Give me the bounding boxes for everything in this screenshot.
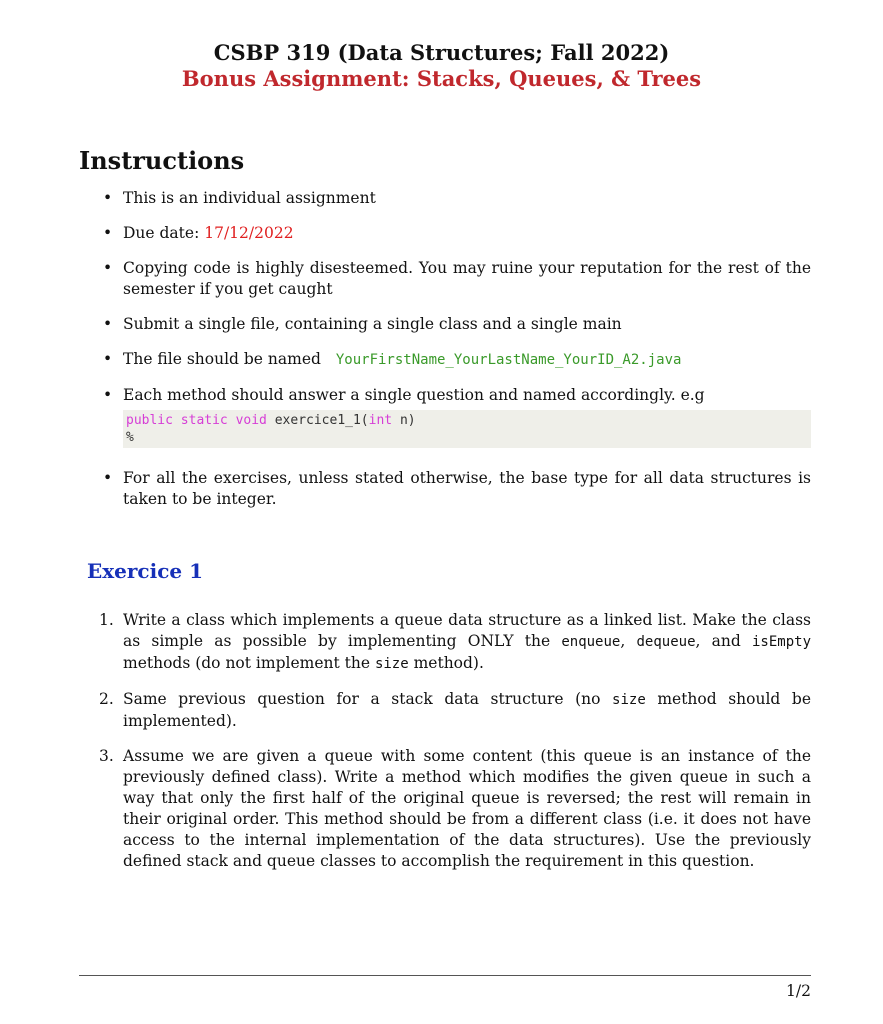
code-keyword: public static void — [126, 413, 267, 428]
list-item-text: Each method should answer a single question and named accordingly. e.g — [123, 386, 705, 404]
code-term: dequeue — [636, 634, 696, 650]
question-text: Assume we are given a queue with some content (this queue is an instance of the previously defined class). Write a method which modifies the given queue in such a way that only the first half of the original queue is reversed; the rest will remain in their original order. This method should be from a different class (i.e. it does not have access to the internal implementation of the data structures). Use the previously defined stack and queue classes to accomplish the requirement in this question. — [123, 747, 811, 870]
question-number: 2. — [99, 690, 114, 708]
exercise-1-heading: Exercice 1 — [87, 559, 203, 583]
list-item — [79, 223, 811, 244]
code-term: size — [374, 656, 409, 672]
list-item-text: Due date: — [123, 224, 200, 242]
question-number: 1. — [99, 611, 114, 629]
list-item — [79, 349, 811, 371]
code-term: isEmpty — [752, 634, 812, 650]
code-method-name: exercice1_1( — [266, 413, 369, 428]
bullet-icon: • — [103, 386, 113, 404]
question-text: Write a class which implements a queue data structure as a linked list. Make the class as simple as possible by implementing ONLY the — [123, 611, 811, 650]
code-term: size — [612, 692, 646, 708]
due-date: 17/12/2022 — [204, 224, 294, 242]
title-block — [0, 40, 883, 92]
instructions-list — [79, 188, 811, 524]
list-item — [79, 314, 811, 335]
list-item — [79, 468, 811, 510]
list-item — [79, 746, 811, 872]
code-line: % — [126, 430, 134, 445]
code-line — [126, 412, 808, 429]
bullet-icon: • — [103, 224, 113, 242]
filename-code: YourFirstName_YourLastName_YourID_A2.java — [335, 352, 682, 368]
question-text: , and — [695, 632, 752, 650]
footer-divider — [79, 975, 811, 976]
exercise-1-questions — [79, 610, 811, 886]
list-item-text: This is an individual assignment — [123, 189, 376, 207]
bullet-icon: • — [103, 469, 113, 487]
code-params: n) — [392, 413, 416, 428]
list-item-text: Copying code is highly disesteemed. You may ruine your reputation for the rest of the semester if you get caught — [123, 259, 811, 298]
list-item-text: For all the exercises, unless stated otherwise, the base type for all data structures is taken to be integer. — [123, 469, 811, 508]
code-type: int — [368, 413, 393, 428]
instructions-heading: Instructions — [79, 146, 245, 175]
question-text: Same previous question for a stack data structure (no — [123, 690, 613, 708]
question-text: method should be implemented). — [123, 690, 812, 730]
question-text: , — [620, 632, 637, 650]
list-item — [79, 610, 811, 675]
list-item — [79, 188, 811, 209]
list-item — [79, 689, 811, 732]
code-term: enqueue — [561, 634, 621, 650]
list-item-text: The file should be named — [123, 350, 321, 368]
document-subtitle: Bonus Assignment: Stacks, Queues, & Trees — [181, 66, 702, 91]
bullet-icon: • — [103, 259, 113, 277]
bullet-icon: • — [103, 189, 113, 207]
list-item-text: Submit a single file, containing a single class and a single main — [123, 315, 622, 333]
list-item — [79, 258, 811, 300]
list-item — [79, 385, 811, 448]
question-text: method). — [408, 654, 484, 672]
question-text: methods (do not implement the — [123, 654, 375, 672]
document-title: CSBP 319 (Data Structures; Fall 2022) — [213, 40, 670, 65]
bullet-icon: • — [103, 350, 113, 368]
bullet-icon: • — [103, 315, 113, 333]
page-number: 1/2 — [786, 982, 811, 1000]
code-example — [123, 410, 811, 448]
question-number: 3. — [99, 747, 114, 765]
